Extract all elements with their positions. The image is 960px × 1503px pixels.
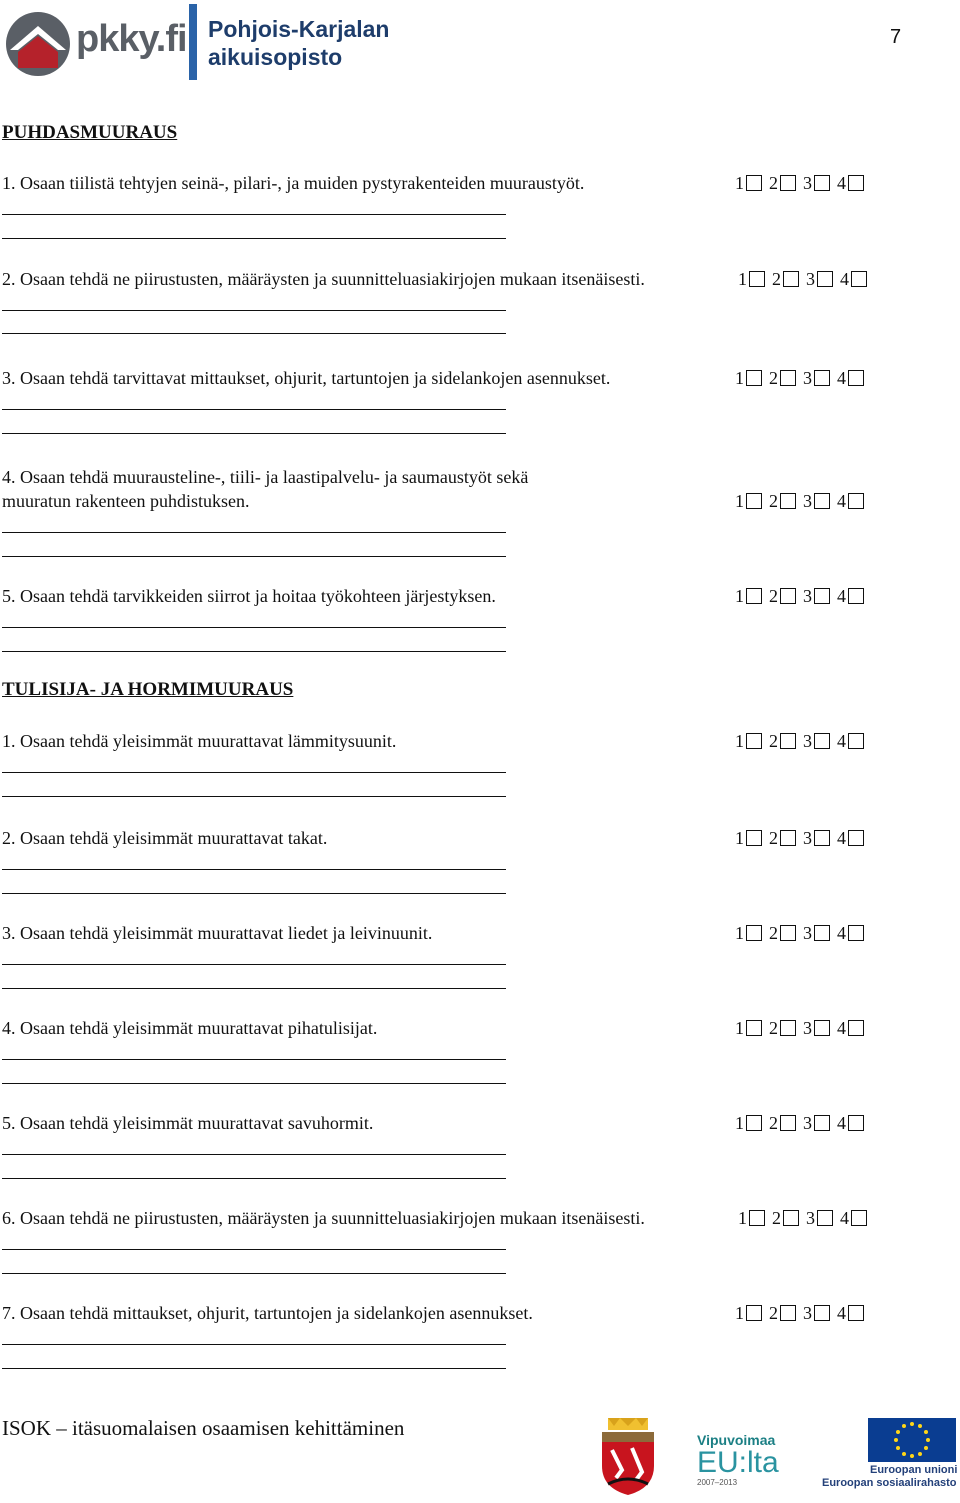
scale-label: 2 — [769, 731, 778, 751]
scale-label: 3 — [803, 923, 812, 943]
logo-text: pkky.fi — [76, 18, 187, 60]
rating-checkbox-2[interactable] — [783, 271, 799, 287]
eu-lta-text: EU:lta — [697, 1446, 779, 1479]
rating-checkbox-3[interactable] — [814, 1305, 830, 1321]
rating-checkbox-1[interactable] — [746, 830, 762, 846]
coat-of-arms-icon — [598, 1418, 658, 1496]
scale-label: 1 — [735, 731, 744, 751]
rating-checkbox-2[interactable] — [783, 1210, 799, 1226]
scale-label: 3 — [803, 586, 812, 606]
criterion-text: 3. Osaan tehdä tarvittavat mittaukset, ohjurit, tartuntojen ja sidelankojen asennukset. — [2, 368, 611, 388]
rating-scale — [735, 1301, 871, 1325]
criterion-text: 5. Osaan tehdä yleisimmät muurattavat savuhormit. — [2, 1113, 374, 1133]
criterion-text: 7. Osaan tehdä mittaukset, ohjurit, tartuntojen ja sidelankojen asennukset. — [2, 1303, 533, 1323]
rating-scale — [735, 366, 871, 390]
rating-checkbox-2[interactable] — [780, 1020, 796, 1036]
org-name-line1: Pohjois-Karjalan — [208, 16, 390, 42]
rating-scale — [735, 1111, 871, 1135]
rating-scale — [738, 1206, 874, 1230]
org-name-line2: aikuisopisto — [208, 44, 343, 70]
rating-checkbox-4[interactable] — [848, 493, 864, 509]
answer-line[interactable] — [2, 627, 506, 628]
scale-label: 2 — [769, 586, 778, 606]
rating-checkbox-3[interactable] — [814, 1020, 830, 1036]
scale-label: 4 — [837, 586, 846, 606]
rating-scale — [735, 489, 871, 513]
answer-line[interactable] — [2, 988, 506, 989]
vipuvoimaa-years: 2007–2013 — [697, 1478, 738, 1487]
scale-label: 3 — [803, 1303, 812, 1323]
rating-checkbox-3[interactable] — [814, 1115, 830, 1131]
scale-label: 1 — [735, 586, 744, 606]
scale-label: 3 — [803, 731, 812, 751]
scale-label: 1 — [735, 1303, 744, 1323]
scale-label: 4 — [837, 923, 846, 943]
rating-checkbox-2[interactable] — [780, 733, 796, 749]
rating-checkbox-3[interactable] — [814, 370, 830, 386]
rating-checkbox-3[interactable] — [814, 925, 830, 941]
scale-label: 2 — [769, 491, 778, 511]
vipuvoimaa-text: Vipuvoimaa — [697, 1432, 776, 1448]
scale-label: 3 — [803, 828, 812, 848]
answer-line[interactable] — [2, 1154, 506, 1155]
rating-checkbox-3[interactable] — [814, 175, 830, 191]
section-title-tulisija: TULISIJA- JA HORMIMUURAUS — [2, 679, 294, 700]
scale-label: 4 — [840, 269, 849, 289]
answer-line[interactable] — [2, 214, 506, 215]
rating-checkbox-1[interactable] — [746, 1305, 762, 1321]
scale-label: 1 — [735, 491, 744, 511]
criterion-text: 1. Osaan tiilistä tehtyjen seinä-, pilari-, ja muiden pystyrakenteiden muuraustyöt. — [2, 173, 585, 193]
scale-label: 4 — [840, 1208, 849, 1228]
scale-label: 3 — [806, 1208, 815, 1228]
criterion-text: 5. Osaan tehdä tarvikkeiden siirrot ja hoitaa työkohteen järjestyksen. — [2, 586, 496, 606]
pkky-logo-icon — [4, 8, 72, 78]
rating-scale — [738, 267, 874, 291]
scale-label: 3 — [803, 1113, 812, 1133]
rating-scale — [735, 729, 871, 753]
rating-checkbox-1[interactable] — [746, 493, 762, 509]
rating-checkbox-1[interactable] — [746, 925, 762, 941]
criterion-text: 2. Osaan tehdä yleisimmät muurattavat takat. — [2, 828, 328, 848]
rating-checkbox-3[interactable] — [814, 588, 830, 604]
vipuvoimaa-logo — [697, 1432, 779, 1487]
footer-project-text: ISOK – itäsuomalaisen osaamisen kehittäminen — [2, 1416, 405, 1440]
rating-checkbox-4[interactable] — [851, 271, 867, 287]
answer-line[interactable] — [2, 238, 506, 239]
rating-scale — [735, 584, 871, 608]
answer-line[interactable] — [2, 556, 506, 557]
answer-line[interactable] — [2, 869, 506, 870]
scale-label: 3 — [806, 269, 815, 289]
rating-checkbox-4[interactable] — [848, 370, 864, 386]
answer-line[interactable] — [2, 893, 506, 894]
scale-label: 2 — [769, 923, 778, 943]
scale-label: 4 — [837, 1303, 846, 1323]
scale-label: 1 — [735, 1018, 744, 1038]
rating-checkbox-4[interactable] — [848, 733, 864, 749]
scale-label: 1 — [738, 1208, 747, 1228]
scale-label: 2 — [769, 828, 778, 848]
rating-checkbox-1[interactable] — [746, 588, 762, 604]
scale-label: 4 — [837, 173, 846, 193]
rating-checkbox-2[interactable] — [780, 1115, 796, 1131]
rating-checkbox-2[interactable] — [780, 175, 796, 191]
rating-checkbox-2[interactable] — [780, 1305, 796, 1321]
rating-checkbox-2[interactable] — [780, 925, 796, 941]
rating-checkbox-4[interactable] — [848, 830, 864, 846]
rating-checkbox-4[interactable] — [848, 1020, 864, 1036]
scale-label: 1 — [738, 269, 747, 289]
rating-checkbox-4[interactable] — [851, 1210, 867, 1226]
scale-label: 4 — [837, 491, 846, 511]
answer-line[interactable] — [2, 1273, 506, 1274]
answer-line[interactable] — [2, 433, 506, 434]
answer-line[interactable] — [2, 772, 506, 773]
rating-checkbox-1[interactable] — [746, 175, 762, 191]
rating-scale — [735, 1016, 871, 1040]
rating-scale — [735, 921, 871, 945]
page-header — [0, 0, 960, 90]
criterion-text: 4. Osaan tehdä muurausteline-, tiili- ja laastipalvelu- ja saumaustyöt sekä — [2, 467, 529, 487]
eu-flag-icon — [868, 1418, 956, 1462]
scale-label: 3 — [803, 1018, 812, 1038]
answer-line[interactable] — [2, 1059, 506, 1060]
logo-divider — [189, 4, 197, 80]
scale-label: 4 — [837, 1018, 846, 1038]
criterion-text: 6. Osaan tehdä ne piirustusten, määräysten ja suunnitteluasiakirjojen mukaan itsenäisesti. — [2, 1208, 645, 1228]
rating-checkbox-1[interactable] — [746, 1020, 762, 1036]
scale-label: 2 — [772, 269, 781, 289]
answer-line[interactable] — [2, 1344, 506, 1345]
answer-line[interactable] — [2, 796, 506, 797]
scale-label: 2 — [769, 368, 778, 388]
scale-label: 4 — [837, 828, 846, 848]
scale-label: 4 — [837, 368, 846, 388]
scale-label: 1 — [735, 173, 744, 193]
esf-label: Euroopan sosiaalirahasto — [822, 1477, 957, 1489]
rating-checkbox-3[interactable] — [814, 830, 830, 846]
rating-checkbox-4[interactable] — [848, 175, 864, 191]
rating-checkbox-3[interactable] — [817, 1210, 833, 1226]
answer-line[interactable] — [2, 1083, 506, 1084]
answer-line[interactable] — [2, 1178, 506, 1179]
answer-line[interactable] — [2, 310, 506, 311]
scale-label: 2 — [769, 1113, 778, 1133]
scale-label: 2 — [769, 173, 778, 193]
scale-label: 1 — [735, 368, 744, 388]
rating-checkbox-2[interactable] — [780, 493, 796, 509]
scale-label: 3 — [803, 491, 812, 511]
scale-label: 1 — [735, 923, 744, 943]
rating-scale — [735, 171, 871, 195]
answer-line[interactable] — [2, 532, 506, 533]
answer-line[interactable] — [2, 1368, 506, 1369]
scale-label: 2 — [769, 1018, 778, 1038]
rating-checkbox-1[interactable] — [746, 733, 762, 749]
rating-checkbox-4[interactable] — [848, 588, 864, 604]
scale-label: 3 — [803, 368, 812, 388]
criterion-text: 3. Osaan tehdä yleisimmät muurattavat liedet ja leivinuunit. — [2, 923, 433, 943]
eu-union-label: Euroopan unioni — [870, 1464, 958, 1476]
criterion-text-cont: muuratun rakenteen puhdistuksen. — [2, 491, 250, 511]
criterion-text: 2. Osaan tehdä ne piirustusten, määräysten ja suunnitteluasiakirjojen mukaan itsenäisesti. — [2, 269, 645, 289]
rating-checkbox-3[interactable] — [814, 733, 830, 749]
scale-label: 1 — [735, 1113, 744, 1133]
section-title-puhdasmuuraus: PUHDASMUURAUS — [2, 122, 178, 143]
scale-label: 2 — [769, 1303, 778, 1323]
rating-checkbox-1[interactable] — [746, 370, 762, 386]
rating-checkbox-4[interactable] — [848, 1305, 864, 1321]
rating-checkbox-4[interactable] — [848, 1115, 864, 1131]
scale-label: 4 — [837, 1113, 846, 1133]
criterion-text: 1. Osaan tehdä yleisimmät muurattavat lämmitysuunit. — [2, 731, 397, 751]
answer-line[interactable] — [2, 964, 506, 965]
rating-checkbox-2[interactable] — [780, 830, 796, 846]
rating-scale — [735, 826, 871, 850]
rating-checkbox-3[interactable] — [814, 493, 830, 509]
scale-label: 1 — [735, 828, 744, 848]
answer-line[interactable] — [2, 409, 506, 410]
rating-checkbox-3[interactable] — [817, 271, 833, 287]
scale-label: 2 — [772, 1208, 781, 1228]
rating-checkbox-4[interactable] — [848, 925, 864, 941]
rating-checkbox-2[interactable] — [780, 370, 796, 386]
rating-checkbox-1[interactable] — [749, 1210, 765, 1226]
rating-checkbox-1[interactable] — [746, 1115, 762, 1131]
page-number: 7 — [890, 26, 902, 48]
scale-label: 4 — [837, 731, 846, 751]
scale-label: 3 — [803, 173, 812, 193]
answer-line[interactable] — [2, 1249, 506, 1250]
rating-checkbox-2[interactable] — [780, 588, 796, 604]
answer-line[interactable] — [2, 651, 506, 652]
criterion-text: 4. Osaan tehdä yleisimmät muurattavat pihatulisijat. — [2, 1018, 378, 1038]
rating-checkbox-1[interactable] — [749, 271, 765, 287]
answer-line[interactable] — [2, 333, 506, 334]
